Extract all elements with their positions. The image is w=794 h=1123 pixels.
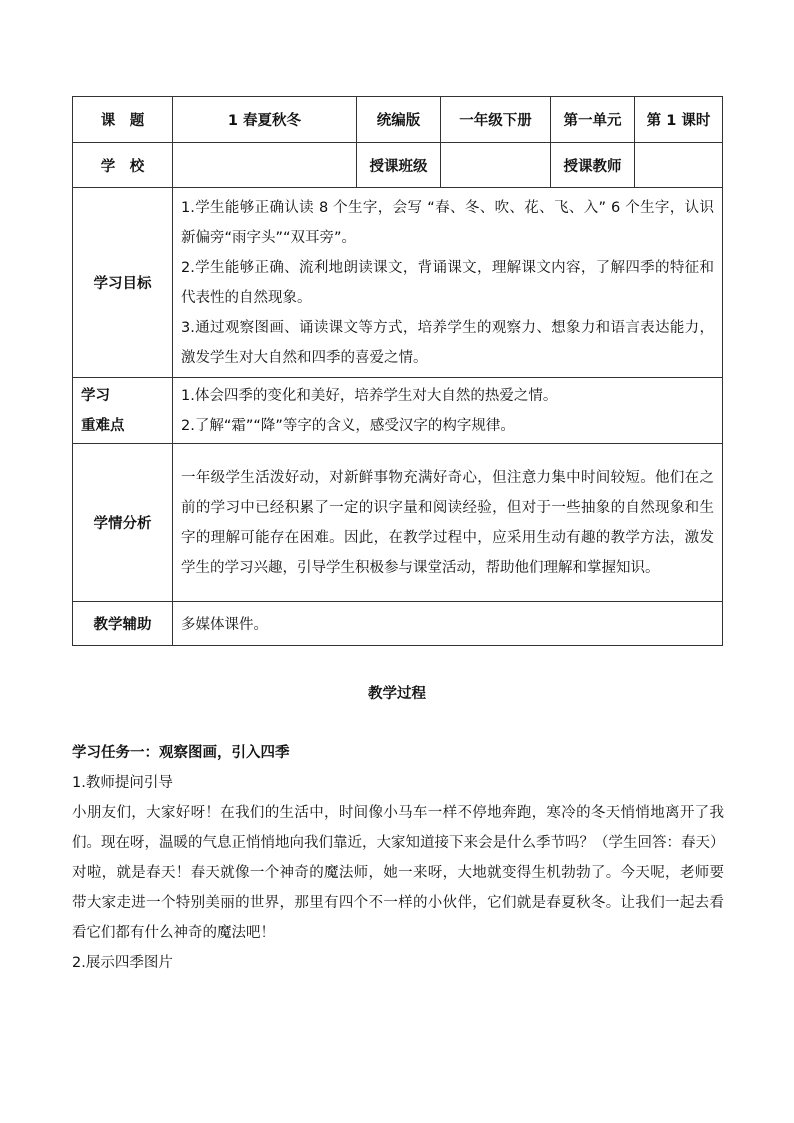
analysis-label: 学情分析 — [73, 444, 173, 602]
analysis-text: 一年级学生活泼好动，对新鲜事物充满好奇心，但注意力集中时间较短。他们在之前的学习中已经积累了一定的识字量和阅读经验，但对于一些抽象的自然现象和生字的理解可能存在困难。因此，在教学过程中，应采用生动有趣的教学方法，激发学生的学习兴趣，引导学生积极参与课堂活动，帮助他们理解和掌握知识。 — [181, 469, 714, 576]
aids-label: 教学辅助 — [73, 602, 173, 646]
process-title: 教学过程 — [368, 686, 426, 702]
goals-row — [73, 188, 723, 378]
lesson-number-cell: 第 1 课时 — [635, 97, 723, 143]
goal-item: 1.学生能够正确认读 8 个生字，会写 “春、冬、吹、花、飞、入” 6 个生字，认识新偏旁“雨字头”“双耳旁”。 — [181, 199, 714, 246]
goal-item: 2.学生能够正确、流利地朗读课文，背诵课文，理解课文内容，了解四季的特征和代表性的自然现象。 — [181, 259, 714, 306]
key-point-item: 2.了解“霜”“降”等字的含义，感受汉字的构字规律。 — [181, 417, 515, 434]
step-heading: 1.教师提问引导 — [72, 775, 173, 791]
header-row — [73, 97, 723, 143]
process-body — [72, 738, 724, 978]
lesson-plan-table — [72, 96, 723, 646]
paragraph: 小朋友们，大家好呀！在我们的生活中，时间像小马车一样不停地奔跑，寒冷的冬天悄悄地离开了我们。现在呀，温暖的气息正悄悄地向我们靠近，大家知道接下来会是什么季节吗？（学生回答：春天） — [72, 805, 725, 851]
key-points-label — [73, 378, 173, 444]
key-points-label-line2: 重难点 — [81, 417, 125, 434]
goal-item: 3.通过观察图画、诵读课文等方式，培养学生的观察力、想象力和语言表达能力，激发学生对大自然和四季的喜爱之情。 — [181, 319, 714, 366]
teacher-value[interactable] — [635, 143, 723, 188]
aids-content: 多媒体课件。 — [173, 602, 723, 646]
step-heading: 2.展示四季图片 — [72, 955, 173, 971]
analysis-row — [73, 444, 723, 602]
key-points-label-line1: 学习 — [81, 387, 110, 404]
key-points-content — [173, 378, 723, 444]
lesson-title: 1 春夏秋冬 — [173, 97, 357, 143]
class-value[interactable] — [441, 143, 551, 188]
edition-cell: 统编版 — [357, 97, 441, 143]
class-label: 授课班级 — [357, 143, 441, 188]
unit-cell: 第一单元 — [551, 97, 635, 143]
teacher-label: 授课教师 — [551, 143, 635, 188]
school-label: 学 校 — [73, 143, 173, 188]
goals-content — [173, 188, 723, 378]
paragraph: 对啦，就是春天！春天就像一个神奇的魔法师，她一来呀，大地就变得生机勃勃了。今天呢，老师要带大家走进一个特别美丽的世界，那里有四个不一样的小伙伴，它们就是春夏秋冬。让我们一起去看看它们都有什么神奇的魔法吧！ — [72, 865, 724, 941]
topic-label: 课 题 — [73, 97, 173, 143]
key-point-item: 1.体会四季的变化和美好，培养学生对大自然的热爱之情。 — [181, 387, 558, 404]
aids-row — [73, 602, 723, 646]
task-heading: 学习任务一：观察图画，引入四季 — [72, 745, 290, 761]
grade-cell: 一年级下册 — [441, 97, 551, 143]
goals-label: 学习目标 — [73, 188, 173, 378]
school-row — [73, 143, 723, 188]
school-value[interactable] — [173, 143, 357, 188]
key-points-row — [73, 378, 723, 444]
analysis-content — [173, 444, 723, 602]
